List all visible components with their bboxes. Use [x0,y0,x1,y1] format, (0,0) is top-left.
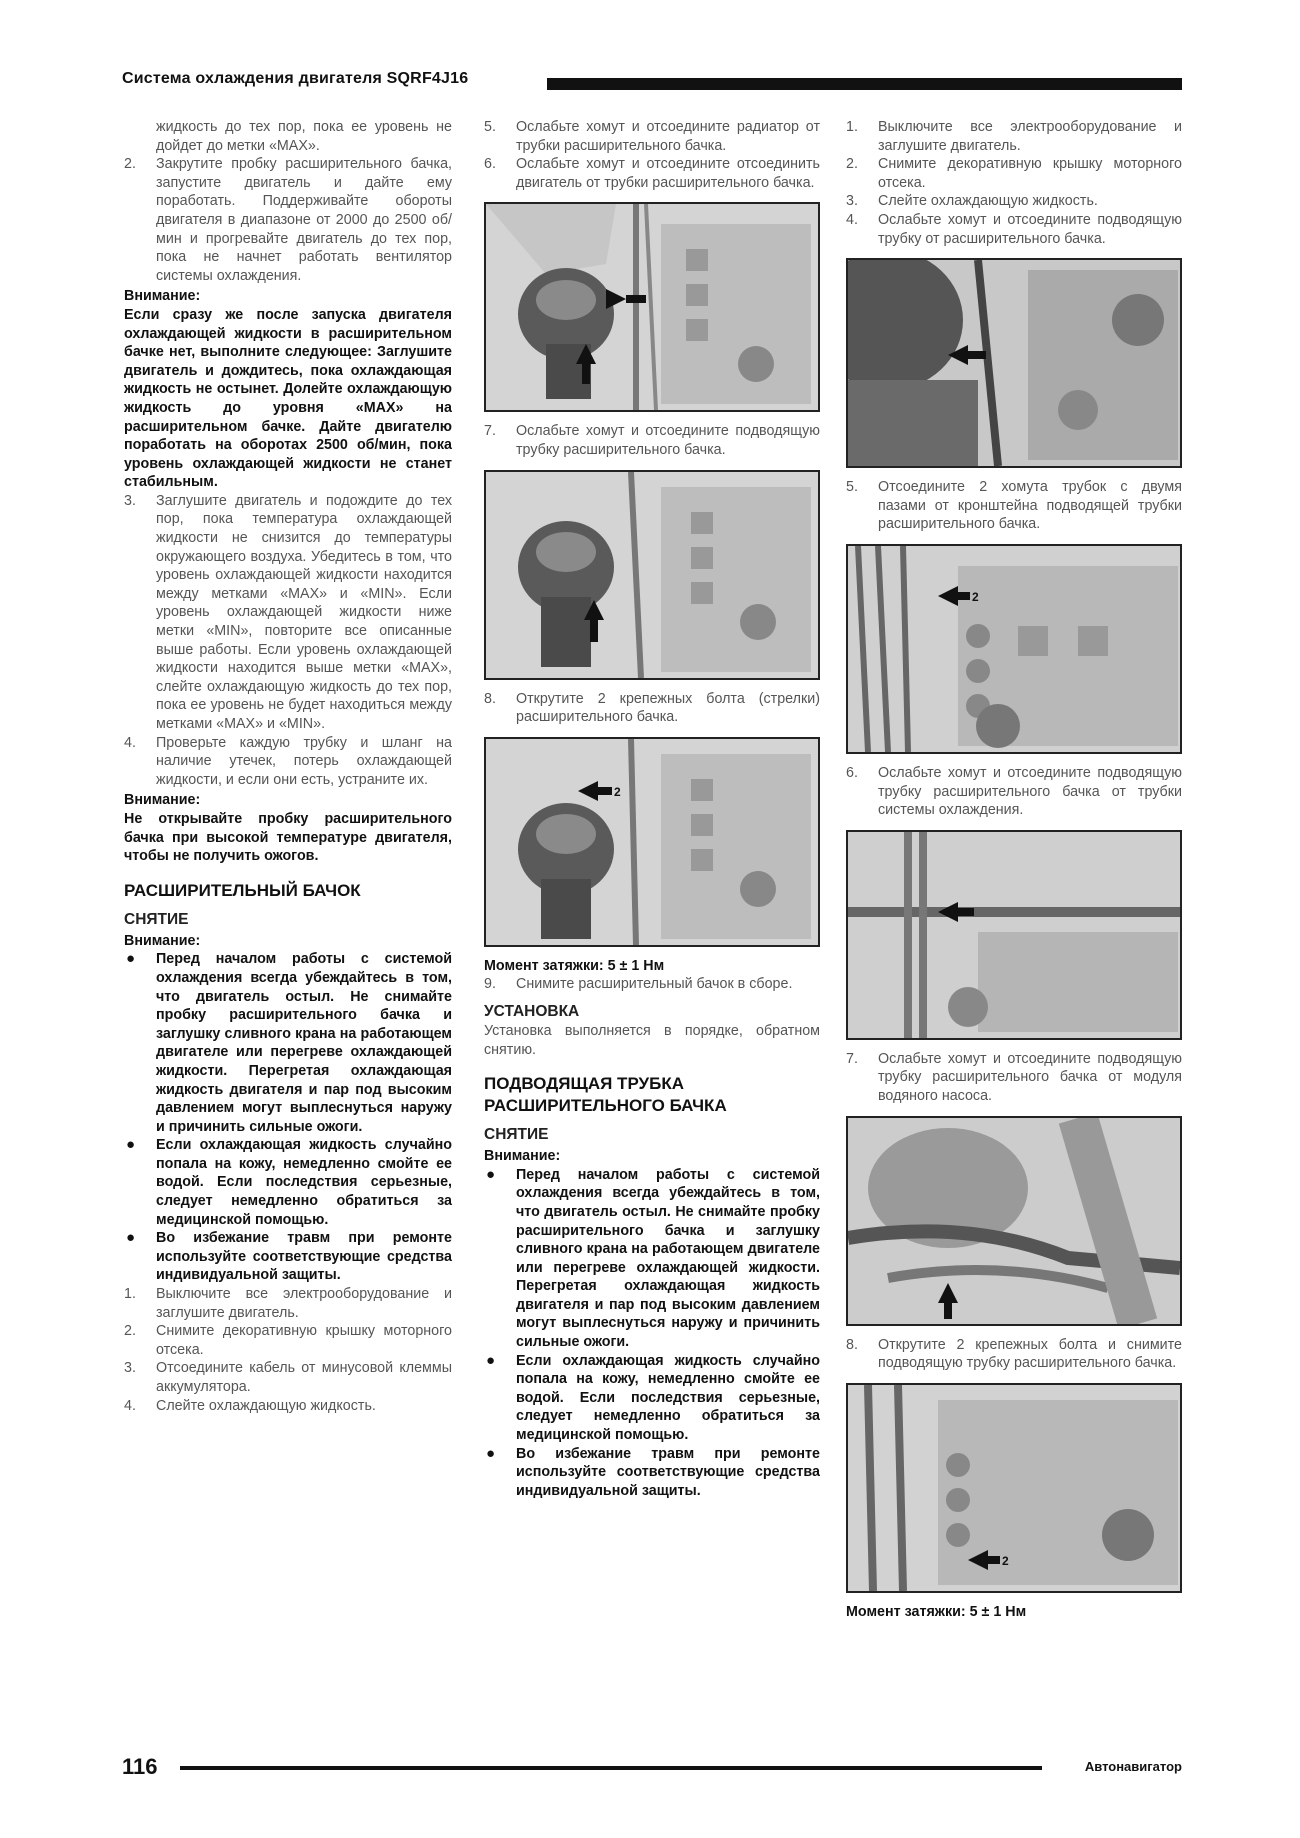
install-title: УСТАНОВКА [484,1002,580,1020]
engine-illustration [848,260,1180,466]
item-text: Ослабьте хомут и отсоедините подводящую трубку расширительного бачка от трубки системы охлаждения. [878,764,1182,819]
figure-supply-pipe-1 [846,258,1182,468]
callout-label: 2 [1002,1553,1009,1568]
item-number: 4. [846,211,858,228]
engine-illustration [848,1385,1180,1591]
warning-bullet: ● Перед началом работы с системой охлаждения всегда убеждайтесь в том, что двигатель остыл. Не снимайте пробку расширительного бачка и заглушку сливного крана на работающем двигателе или перегреве охлаждающей жидкости. Перегретая охлаждающая жидкость двигателя и пар под высоким давлением могут выплеснуться наружу и причинить сильные ожоги. [486,1165,820,1351]
figure-expansion-tank-2 [484,470,820,680]
engine-illustration [848,1118,1180,1324]
warning-title: Внимание: [124,792,201,809]
footer-rule [180,1766,1042,1770]
item-text: Выключите все электрооборудование и заглушите двигатель. [156,1286,452,1321]
header-rule [547,78,1182,90]
item-number: 5. [846,479,858,496]
item-number: 6. [846,764,858,781]
item-number: 3. [124,492,136,509]
item-number: 8. [484,690,496,707]
item-text: Отсоедините 2 хомута трубок с двумя пазами от кронштейна подводящей трубки расширительного бачка. [878,479,1182,533]
item-number: 5. [484,119,496,135]
item-text: Снимите декоративную крышку моторного отсека. [878,156,1182,191]
warning-bullet: ● Во избежание травм при ремонте используйте соответствующие средства индивидуальной защиты. [126,1229,452,1284]
figure-supply-pipe-bolts [846,1383,1182,1593]
bullet-text: Если охлаждающая жидкость случайно попала на кожу, немедленно смойте ее водой. Если последствия серьезные, следует немедленно обратиться за медицинской помощью. [516,1352,820,1444]
figure-cooling-pipe [846,830,1182,1040]
figure-expansion-tank-1 [484,202,820,412]
list-item [846,478,1182,534]
figure-supply-pipe-clamps [846,544,1182,754]
column-2 [484,118,820,1500]
list-item [846,1050,1182,1106]
engine-illustration [486,472,818,678]
header-title: Система охлаждения двигателя SQRF4J16 [122,70,469,87]
item-text: Ослабьте хомут и отсоедините подводящую трубку расширительного бачка. [516,423,820,458]
item-number: 9. [484,976,496,993]
callout-label: 2 [972,589,979,604]
bullet-text: Во избежание травм при ремонте используйте соответствующие средства индивидуальной защиты. [516,1445,820,1499]
list-item [484,155,820,192]
item-text: Открутите 2 крепежных болта (стрелки) расширительного бачка. [516,690,820,726]
publisher-brand: Автонавигатор [1084,1759,1182,1774]
list-item [124,492,452,734]
bullet-text: Если охлаждающая жидкость случайно попала на кожу, немедленно смойте ее водой. Если последствия серьезные, следует немедленно обратиться за медицинской помощью. [156,1137,452,1228]
item-text: Заглушите двигатель и подождите до тех пор, пока температура охлаждающей жидкости не снизится до температуры окружающего воздуха. Убедитесь в том, что уровень охлаждающей жидкости находится между метками «MAX» и «MIN». Если уровень охлаждающей жидкости ниже метки «MIN», повторите все описанные выше работы. Если уровень охлаждающей жидкости находится выше метки «MAX», слейте охлаждающую жидкость до тех пор, пока ее уровень не будет находиться между метками «MAX» и «MIN». [156,492,452,732]
list-item [484,690,820,727]
item-number: 1. [846,119,858,135]
warning-text: Если сразу же после запуска двигателя охлаждающей жидкости в расширительном бачке нет, выполните следующее: Заглушите двигатель и дождитесь, пока охлаждающая жидкость не остынет. Долейте охлаждающую жидкость до уровня «MAX» на расширительном бачке. Дайте двигателю поработать на оборотах 2500 об/мин, пока уровень охлаждающей жидкости не станет стабильным. [124,306,452,491]
list-item [124,1359,452,1396]
item-number: 8. [846,1336,858,1353]
item-text: Слейте охлаждающую жидкость. [878,193,1098,210]
item-number: 3. [846,193,858,210]
list-item [124,1285,452,1322]
warning-bullet: ● Во избежание травм при ремонте используйте соответствующие средства индивидуальной защиты. [486,1444,820,1499]
list-item [846,1336,1182,1373]
warning-text: Не открывайте пробку расширительного бачка при высокой температуре двигателя, чтобы не получить ожогов. [124,810,452,865]
engine-illustration [486,739,818,945]
engine-illustration [848,832,1180,1038]
figure-expansion-tank-bolts [484,737,820,947]
bullet-text: Перед началом работы с системой охлаждения всегда убеждайтесь в том, что двигатель остыл. Не снимайте пробку расширительного бачка и заглушку сливного крана на работающем двигателе или перегреве охлаждающей жидкости. Перегретая охлаждающая жидкость двигателя и пар под высоким давлением могут выплеснуться наружу и причинить сильные ожоги. [156,951,452,1135]
list-item [124,1397,452,1416]
list-item [846,155,1182,192]
torque-spec: Момент затяжки: 5 ± 1 Нм [484,957,665,974]
item-number: 2. [846,156,858,173]
list-item [124,1322,452,1359]
list-item [124,155,452,285]
item-number: 1. [124,1286,136,1303]
item-number: 2. [124,1323,136,1340]
install-text: Установка выполняется в порядке, обратном снятию. [484,1022,820,1058]
warning-title: Внимание: [124,932,201,949]
item-number: 7. [846,1050,858,1067]
item-number: 6. [484,156,496,173]
item-text: Отсоедините кабель от минусовой клеммы аккумулятора. [156,1360,452,1395]
item-text: Ослабьте хомут и отсоедините отсоединить двигатель от трубки расширительного бачка. [516,156,820,191]
warning-bullet: ● Если охлаждающая жидкость случайно попала на кожу, немедленно смойте ее водой. Если последствия серьезные, следует немедленно обратиться за медицинской помощью. [126,1136,452,1228]
engine-illustration [848,546,1180,752]
item-number: 7. [484,423,496,440]
bullet-text: Во избежание травм при ремонте используйте соответствующие средства индивидуальной защиты. [156,1230,452,1284]
continuation-text: жидкость до тех пор, пока ее уровень не дойдет до метки «MAX». [156,119,452,154]
list-item [846,764,1182,820]
list-item [124,734,452,790]
section-title: ПОДВОДЯЩАЯ ТРУБКА РАСШИРИТЕЛЬНОГО БАЧКА [484,1074,727,1116]
item-text: Снимите расширительный бачок в сборе. [516,976,793,993]
removal-title: СНЯТИЕ [124,910,189,928]
item-text: Закрутите пробку расширительного бачка, запустите двигатель и дайте ему поработать. Поддерживайте обороты двигателя в диапазоне от 2000 до 2500 об/мин и прогревайте двигатель до тех пор, пока не начнет работать вентилятор системы охлаждения. [156,156,452,284]
item-text: Ослабьте хомут и отсоедините подводящую трубку от расширительного бачка. [878,211,1182,247]
list-item [846,192,1182,211]
warning-title: Внимание: [124,288,201,305]
section-title: РАСШИРИТЕЛЬНЫЙ БАЧОК [124,880,361,900]
warning-title: Внимание: [484,1148,561,1165]
item-text: Выключите все электрооборудование и заглушите двигатель. [878,119,1182,154]
item-text: Снимите декоративную крышку моторного отсека. [156,1323,452,1358]
bullet-text: Перед началом работы с системой охлаждения всегда убеждайтесь в том, что двигатель остыл. Не снимайте пробку расширительного бачка и заглушку сливного крана на работающем двигателе или перегреве охлаждающей жидкости. Перегретая охлаждающая жидкость двигателя и пар под высоким давлением могут выплеснуться наружу и причинить сильные ожоги. [516,1166,820,1351]
item-text: Слейте охлаждающую жидкость. [156,1397,376,1414]
warning-bullet: ● Если охлаждающая жидкость случайно попала на кожу, немедленно смойте ее водой. Если последствия серьезные, следует немедленно обратиться за медицинской помощью. [486,1351,820,1444]
item-text: Ослабьте хомут и отсоедините подводящую трубку расширительного бачка от модуля водяного насоса. [878,1050,1182,1104]
torque-spec: Момент затяжки: 5 ± 1 Нм [846,1603,1027,1620]
removal-title: СНЯТИЕ [484,1126,549,1144]
callout-label: 2 [614,784,621,799]
column-1 [124,118,452,1415]
item-text: Ослабьте хомут и отсоедините радиатор от трубки расширительного бачка. [516,119,820,154]
page-header [122,70,1182,94]
list-item [846,211,1182,248]
item-number: 4. [124,1397,136,1414]
figure-water-pump [846,1116,1182,1326]
item-text: Проверьте каждую трубку и шланг на наличие утечек, потерь охлаждающей жидкости, и если они есть, устраните их. [156,734,452,788]
list-item [484,975,820,994]
page-number: 116 [122,1754,158,1779]
page-footer [122,1754,1182,1782]
list-item [846,118,1182,155]
warning-bullet: ● Перед началом работы с системой охлаждения всегда убеждайтесь в том, что двигатель остыл. Не снимайте пробку расширительного бачка и заглушку сливного крана на работающем двигателе или перегреве охлаждающей жидкости. Перегретая охлаждающая жидкость двигателя и пар под высоким давлением могут выплеснуться наружу и причинить сильные ожоги. [126,950,452,1135]
item-text: Открутите 2 крепежных болта и снимите подводящую трубку расширительного бачка. [878,1336,1182,1372]
list-item [484,422,820,459]
column-3 [846,118,1182,1621]
item-number: 3. [124,1360,136,1377]
list-item [484,118,820,155]
engine-illustration [486,204,818,410]
item-number: 2. [124,156,136,173]
item-number: 4. [124,734,136,751]
